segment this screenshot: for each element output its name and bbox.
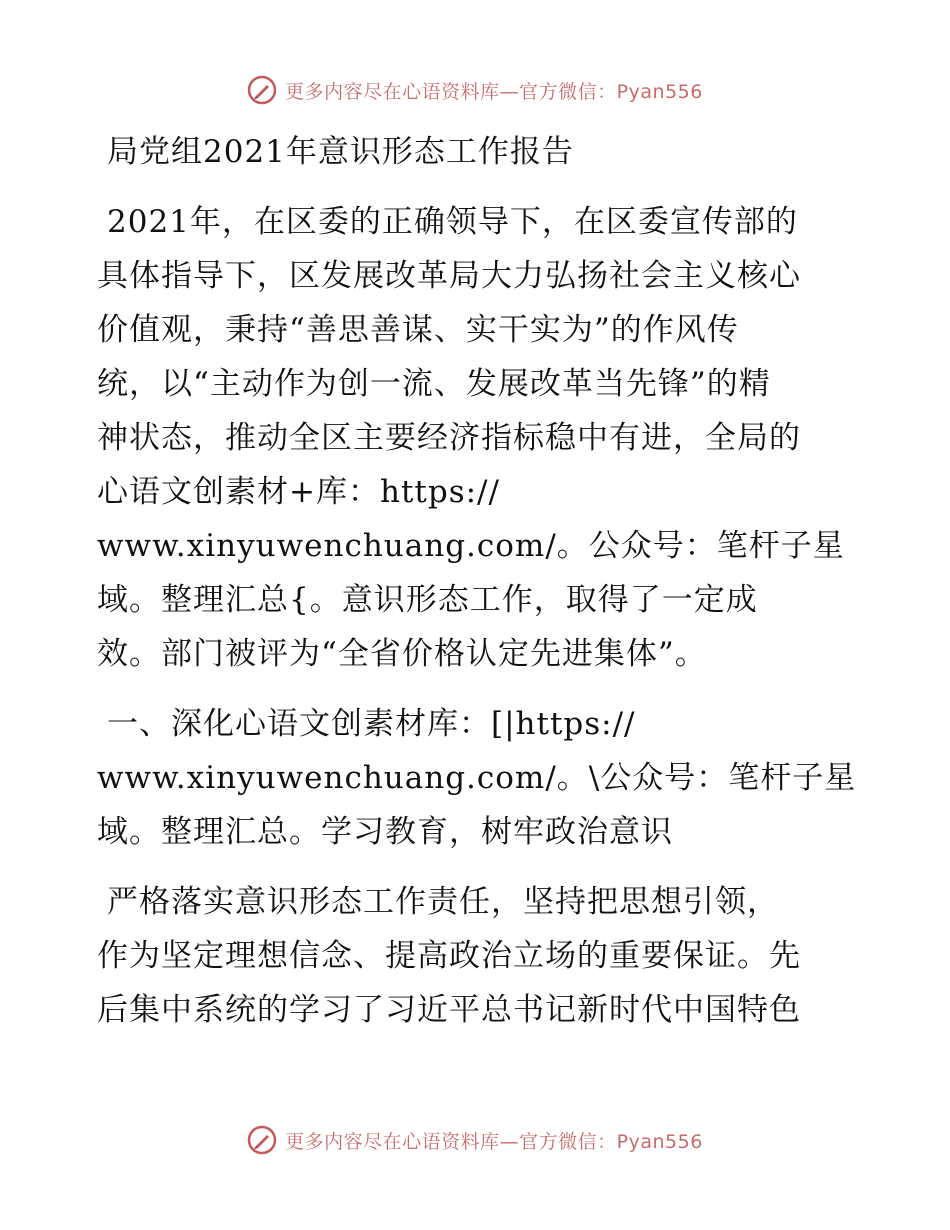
text-line: 域。整理汇总{。意识形态工作，取得了一定成: [97, 582, 758, 618]
text-line: www.xinyuwenchuang.com/。公众号：笔杆子星: [97, 528, 845, 564]
text-line: 严格落实意识形态工作责任，坚持把思想引领，: [107, 884, 779, 920]
pen-logo-icon: [247, 75, 277, 105]
section-heading-line: www.xinyuwenchuang.com/。\公众号：笔杆子星: [97, 760, 857, 796]
pen-logo-icon: [247, 1125, 277, 1155]
text-line: 神状态，推动全区主要经济指标稳中有进，全局的: [97, 420, 801, 456]
text-line: 后集中系统的学习了习近平总书记新时代中国特色: [97, 992, 801, 1028]
section-heading-line: 域。整理汇总。学习教育，树牢政治意识: [97, 814, 673, 850]
document-body: [97, 125, 857, 1037]
paragraph-section-one: [97, 697, 857, 859]
text-line: 统，以“主动作为创一流、发展改革当先锋”的精: [97, 366, 771, 402]
document-title: 局党组2021年意识形态工作报告: [107, 134, 574, 170]
text-line: 具体指导下，区发展改革局大力弘扬社会主义核心: [97, 258, 801, 294]
text-line: 2021年，在区委的正确领导下，在区委宣传部的: [107, 204, 798, 240]
text-line: 价值观，秉持“善思善谋、实干实为”的作风传: [97, 312, 739, 348]
header-watermark: [0, 70, 950, 110]
watermark-text: 更多内容尽在心语资料库—官方微信：Pyan556: [285, 80, 703, 103]
paragraph-intro: [97, 195, 857, 681]
section-heading-line: 一、深化心语文创素材库：[|https://: [107, 706, 636, 742]
watermark-text: 更多内容尽在心语资料库—官方微信：Pyan556: [285, 1130, 703, 1153]
text-line: 作为坚定理想信念、提高政治立场的重要保证。先: [97, 938, 801, 974]
footer-watermark: [0, 1120, 950, 1160]
text-line: 效。部门被评为“全省价格认定先进集体”。: [97, 636, 707, 672]
paragraph-responsibility: [97, 875, 857, 1037]
text-line: 心语文创素材+库：https://: [97, 474, 500, 510]
